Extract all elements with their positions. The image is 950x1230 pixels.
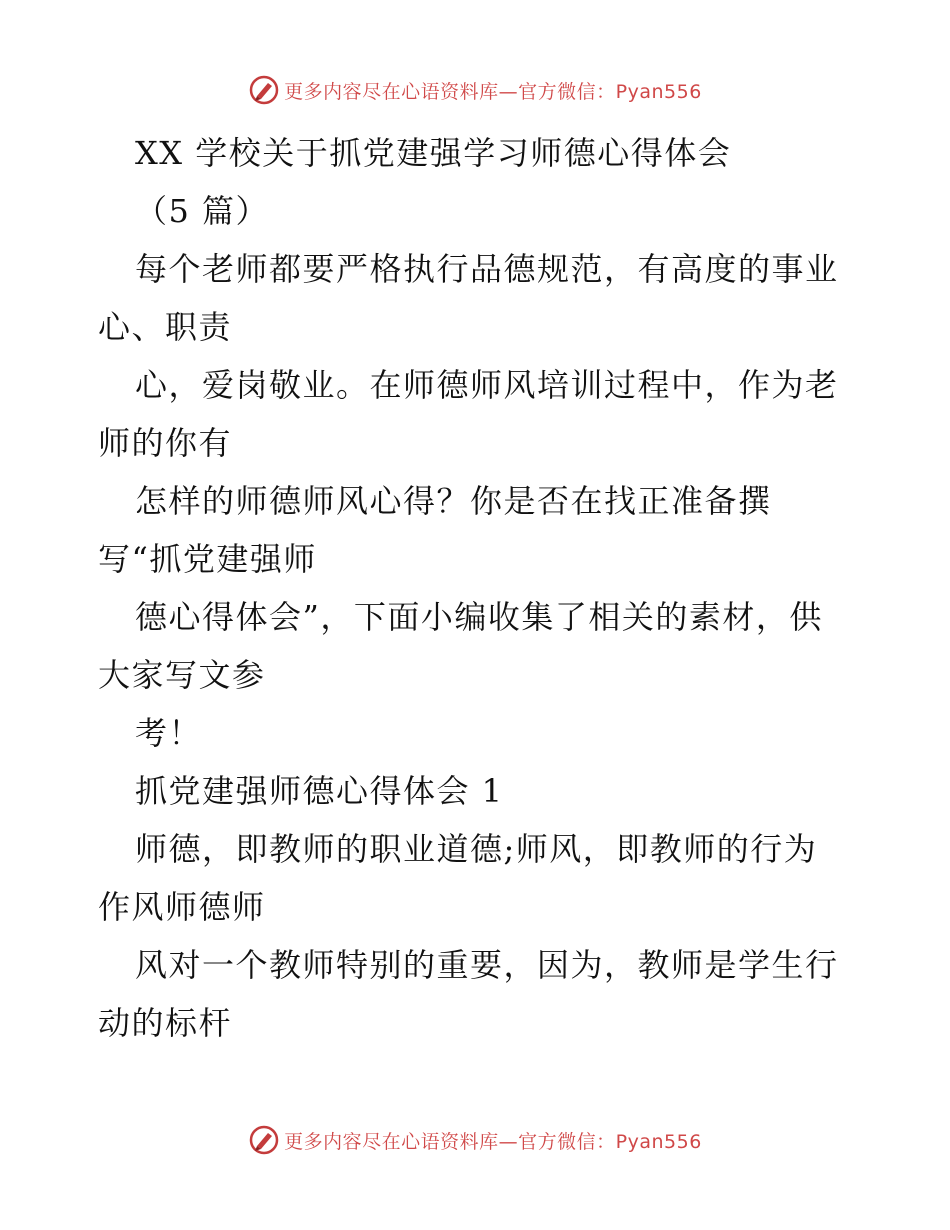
text-line: 怎样的师德师风心得？你是否在找正准备撰 xyxy=(135,482,772,520)
text-line: 风对一个教师特别的重要，因为，教师是学生行 xyxy=(135,946,839,984)
watermark-footer xyxy=(0,1120,950,1160)
text-line: （5 篇） xyxy=(135,192,270,230)
text-line: 抓党建强师德心得体会 1 xyxy=(135,772,504,810)
text-line: 每个老师都要严格执行品德规范，有高度的事业 xyxy=(135,250,839,288)
pen-logo-icon xyxy=(248,74,280,106)
text-line: 大家写文参 xyxy=(98,656,266,694)
pen-logo-icon xyxy=(248,1124,280,1156)
text-line: 作风师德师 xyxy=(98,888,266,926)
document-body xyxy=(98,124,858,1052)
watermark-header xyxy=(0,70,950,110)
watermark-text: 更多内容尽在心语资料库—官方微信：Pyan556 xyxy=(284,80,702,103)
text-line: 德心得体会”，下面小编收集了相关的素材，供 xyxy=(135,598,823,636)
watermark-text: 更多内容尽在心语资料库—官方微信：Pyan556 xyxy=(284,1130,702,1153)
text-line: 写“抓党建强师 xyxy=(98,540,317,578)
text-line: 心、职责 xyxy=(98,308,233,346)
text-line: 考！ xyxy=(135,714,203,752)
text-line: 动的标杆 xyxy=(98,1004,233,1042)
text-line: 师的你有 xyxy=(98,424,233,462)
text-line: 心，爱岗敬业。在师德师风培训过程中，作为老 xyxy=(135,366,839,404)
text-line: XX 学校关于抓党建强学习师德心得体会 xyxy=(135,134,732,172)
text-line: 师德，即教师的职业道德;师风，即教师的行为 xyxy=(135,830,818,868)
